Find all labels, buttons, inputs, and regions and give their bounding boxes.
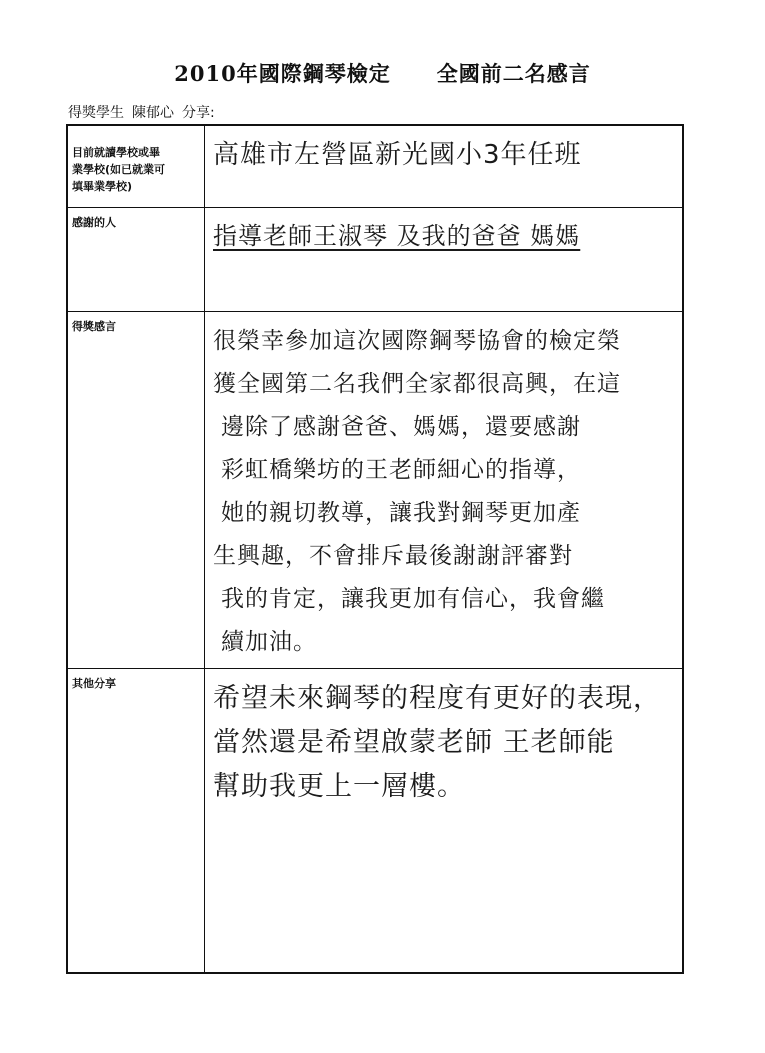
- answer-line: 獲全國第二名我們全家都很高興，在這: [213, 370, 621, 397]
- answer-thanks: [205, 207, 684, 311]
- answer-line: 當然還是希望啟蒙老師 王老師能: [213, 726, 615, 758]
- answer-line: 她的親切教導，讓我對鋼琴更加產: [221, 499, 581, 526]
- row-speech: [67, 311, 683, 668]
- answer-line: 彩虹橋樂坊的王老師細心的指導，: [221, 456, 581, 483]
- answer-line: 指導老師王淑琴 及我的爸爸 媽媽: [213, 221, 581, 250]
- answer-line: 很榮幸參加這次國際鋼琴協會的檢定榮: [213, 327, 621, 354]
- title-right: 全國前二名感言: [436, 61, 591, 86]
- label-line: 業學校(如已就業可: [72, 163, 166, 177]
- answer-line: 續加油。: [221, 628, 317, 655]
- label-line: 感謝的人: [72, 215, 116, 229]
- label-line: 其他分享: [72, 676, 116, 690]
- label-school: [67, 125, 205, 207]
- answer-line: 幫助我更上一層樓。: [213, 770, 465, 802]
- share-label: 分享:: [182, 105, 215, 121]
- label-line: 目前就讀學校或畢: [72, 146, 160, 159]
- label-line: 得獎感言: [72, 319, 116, 333]
- answer-speech: [205, 311, 684, 668]
- answer-line: 生興趣，不會排斥最後謝謝評審對: [213, 542, 573, 569]
- student-name: 陳郁心: [132, 105, 174, 121]
- label-line: 填畢業學校): [72, 180, 133, 194]
- label-other: [67, 668, 205, 973]
- answer-school: [205, 125, 684, 207]
- row-school: [67, 125, 683, 207]
- answer-other: [205, 668, 684, 973]
- form-table: [66, 124, 684, 974]
- title-left: 2010年國際鋼琴檢定: [174, 61, 391, 86]
- answer-line: 希望未來鋼琴的程度有更好的表現，: [213, 682, 661, 714]
- answer-line: 高雄市左營區新光國小3年任班: [213, 140, 582, 170]
- label-thanks: [67, 207, 205, 311]
- row-thanks: [67, 207, 683, 311]
- row-other: [67, 668, 683, 973]
- answer-line: 邊除了感謝爸爸、媽媽，還要感謝: [221, 413, 581, 440]
- answer-line: 我的肯定，讓我更加有信心，我會繼: [221, 585, 605, 612]
- student-line: [68, 102, 223, 122]
- label-speech: [67, 311, 205, 668]
- student-label: 得獎學生: [68, 105, 124, 121]
- page-title: [0, 58, 765, 88]
